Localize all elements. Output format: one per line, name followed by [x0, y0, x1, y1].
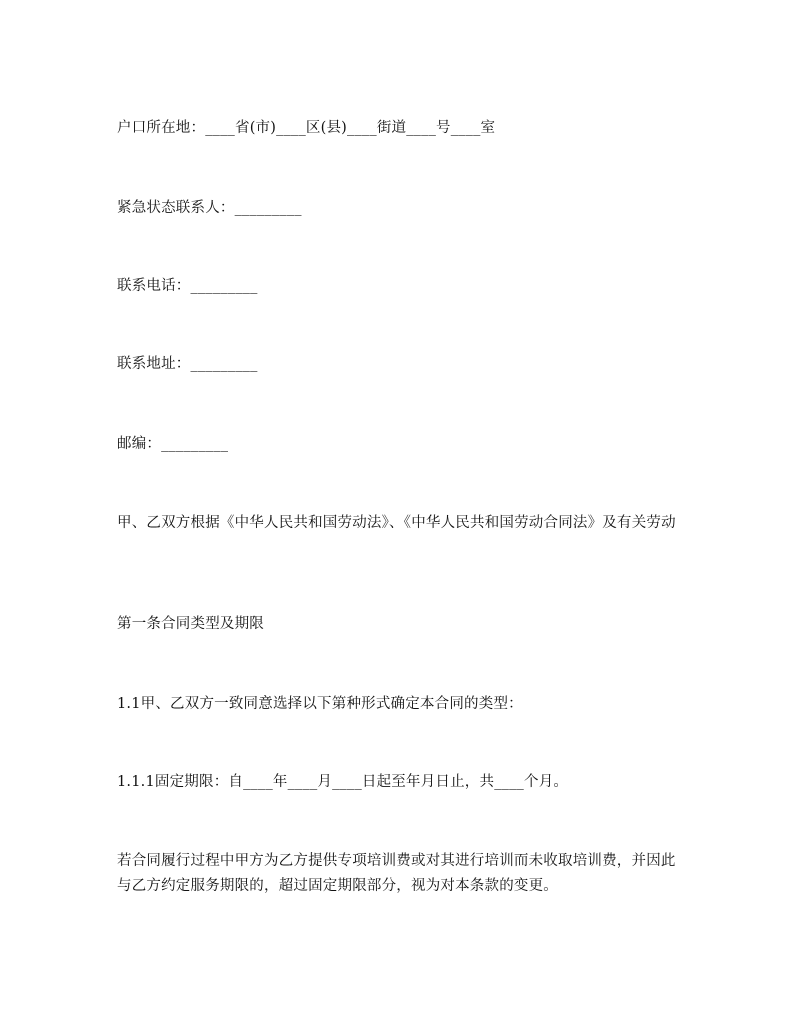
training-clause-paragraph: 若合同履行过程中甲方为乙方提供专项培训费或对其进行培训而未收取培训费，并因此与乙方约定服务期限的，超过固定期限部分，视为对本条款的变更。 — [117, 853, 676, 894]
contact-phone-line: 联系电话：_________ — [117, 278, 258, 294]
clause-1-1: 1.1甲、乙双方一致同意选择以下第种形式确定本合同的类型： — [117, 696, 523, 712]
postal-code-line: 邮编：_________ — [117, 436, 229, 452]
clause-1-1-1: 1.1.1固定期限：自____年____月____日起至年月日止，共____个月。 — [117, 774, 569, 790]
article-one-heading: 第一条合同类型及期限 — [117, 616, 264, 632]
contact-address-line: 联系地址：_________ — [117, 356, 258, 372]
household-address-line: 户口所在地：____省(市)____区(县)____街道____号____室 — [117, 120, 496, 136]
preamble-paragraph: 甲、乙双方根据《中华人民共和国劳动法》、《中华人民共和国劳动合同法》及有关劳动 — [117, 515, 676, 531]
emergency-contact-line: 紧急状态联系人：_________ — [117, 200, 302, 216]
